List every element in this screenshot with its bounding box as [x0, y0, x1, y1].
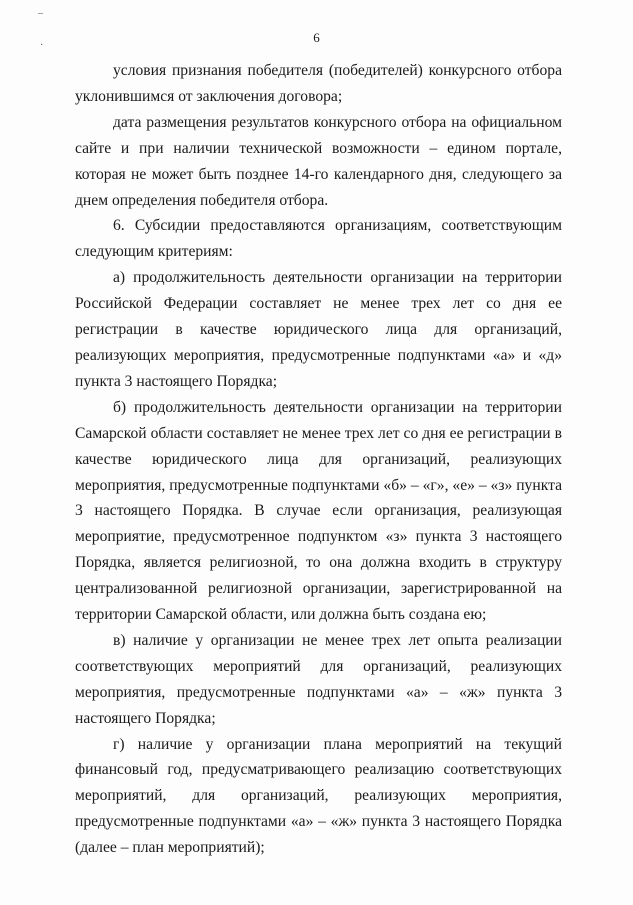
- document-body: [75, 58, 562, 861]
- paragraph: 6. Субсидии предоставляются организациям, соответствующим следующим критериям:: [75, 217, 562, 261]
- page-number: 6: [313, 30, 320, 45]
- scan-mark: –: [38, 8, 43, 19]
- paragraph: условия признания победителя (победителей) конкурсного отбора уклонившимся от заключения договора;: [75, 62, 562, 105]
- scan-mark: ·: [40, 40, 44, 51]
- paragraph: б) продолжительность деятельности организации на территории Самарской области составляет не менее трех лет со дня ее регистрации в качестве юридического лица для организаций, реализующих мероприятия, предусмотренные подпунктами «б» – «г», «е» – «з» пункта 3 настоящего Порядка. В случае если организация, реализующая мероприятие, предусмотренное подпунктом «з» пункта 3 настоящего Порядка, является религиозной, то она должна входить в структуру централизованной религиозной организации, зарегистрированной на территории Самарской области, или должна быть создана ею;: [75, 398, 562, 624]
- paragraph: г) наличие у организации плана мероприятий на текущий финансовый год, предусматривающего реализацию соответствующих мероприятий, для организаций, реализующих мероприятия, предусмотренные подпунктами «а» – «ж» пункта 3 настоящего Порядка (далее – план мероприятий);: [75, 735, 562, 857]
- paragraph: а) продолжительность деятельности организации на территории Российской Федерации составляет не менее трех лет со дня ее регистрации в качестве юридического лица для организаций, реализующих мероприятия, предусмотренные подпунктами «а» и «д» пункта 3 настоящего Порядка;: [75, 269, 562, 390]
- paragraph: в) наличие у организации не менее трех лет опыта реализации соответствующих мероприятий для организаций, реализующих мероприятия, предусмотренные подпунктами «а» – «ж» пункта 3 настоящего Порядка;: [75, 631, 562, 727]
- paragraph: дата размещения результатов конкурсного отбора на официальном сайте и при наличии технической возможности – едином портале, которая не может быть позднее 14-го календарного дня, следующего за днем определения победителя отбора.: [75, 113, 562, 209]
